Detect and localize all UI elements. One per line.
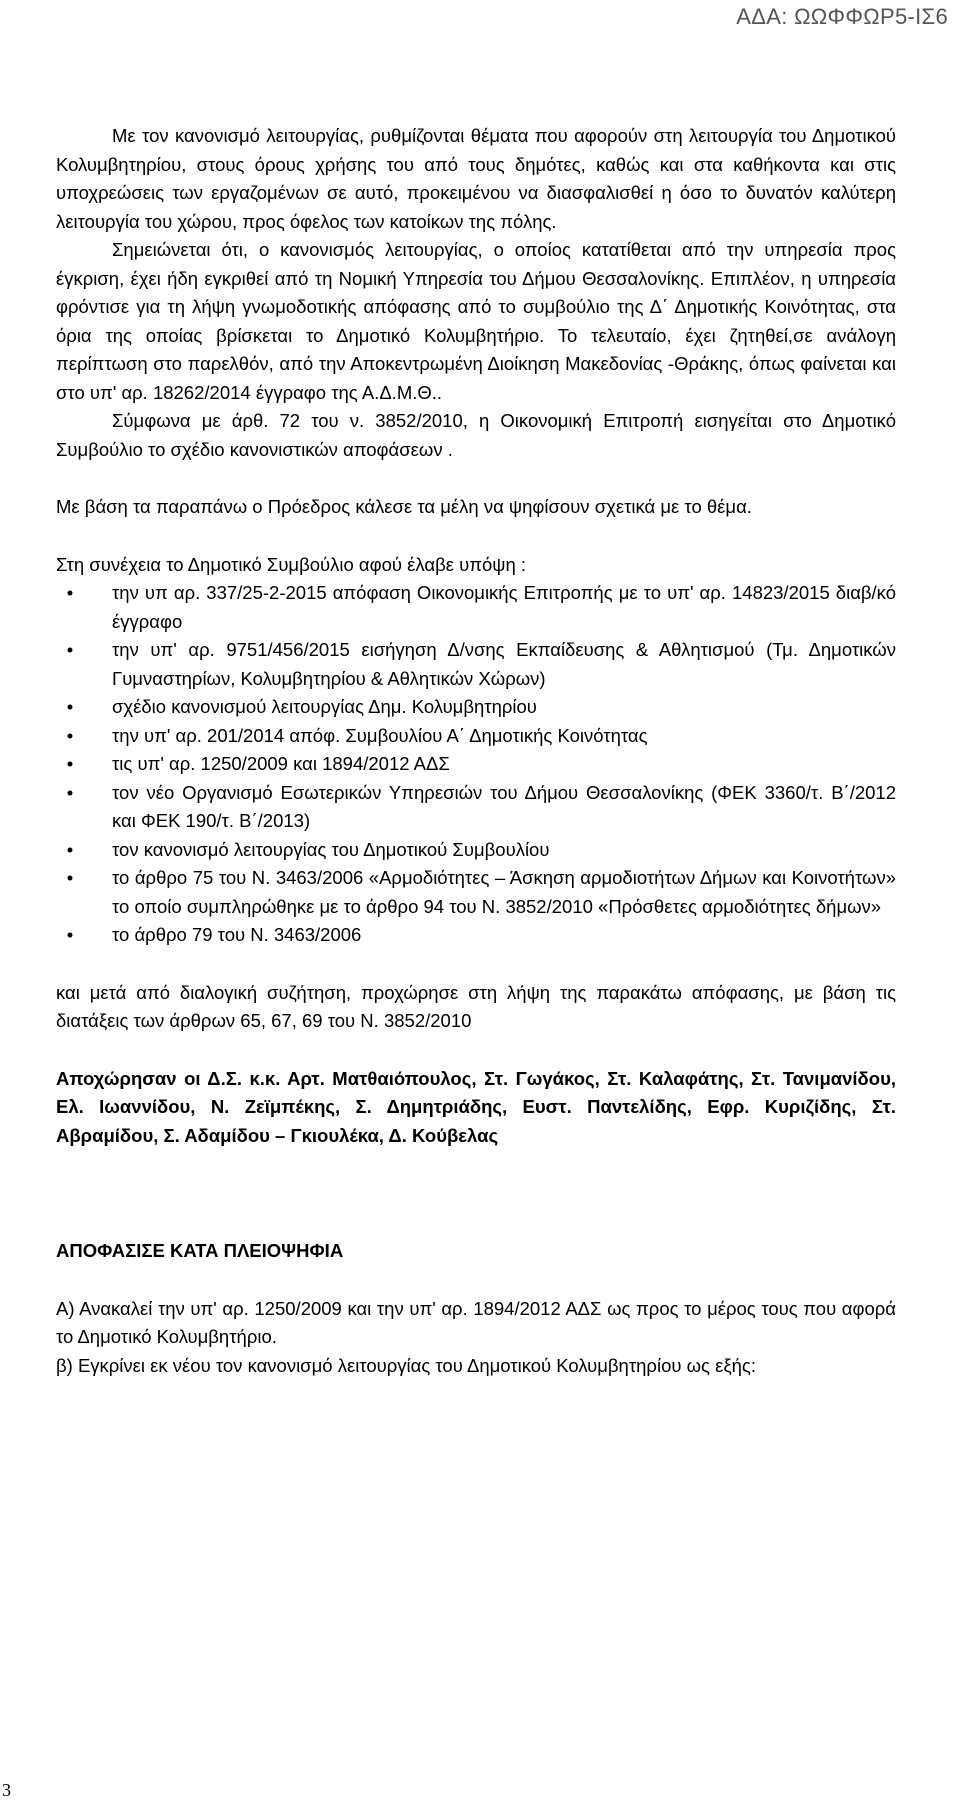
decision-item-a: Α) Ανακαλεί την υπ' αρ. 1250/2009 και την υπ' αρ. 1894/2012 ΑΔΣ ως προς το μέρος τους που αφορά το Δημοτικό Κολυμβητήριο. bbox=[56, 1297, 896, 1347]
list-item: • τον νέο Οργανισμό Εσωτερικών Υπηρεσιών του Δήμου Θεσσαλονίκης (ΦΕΚ 3360/τ. Β΄/2012 και ΦΕΚ 190/τ. Β΄/2013) bbox=[56, 779, 896, 836]
document-body bbox=[56, 122, 896, 1380]
list-item: • τον κανονισμό λειτουργίας του Δημοτικού Συμβουλίου bbox=[56, 836, 896, 865]
paragraph-legal-basis: Σύμφωνα με άρθ. 72 του ν. 3852/2010, η Οικονομική Επιτροπή εισηγείται στο Δημοτικό Συμβούλιο το σχέδιο κανονιστικών αποφάσεων . bbox=[56, 410, 896, 460]
paragraph-intro: Με τον κανονισμό λειτουργίας, ρυθμίζονται θέματα που αφορούν στη λειτουργία του Δημοτικού Κολυμβητηρίου, στους όρους χρήσης του από τους δημότες, καθώς και στα καθήκοντα και στις υποχρεώσεις των εργαζομένων σε αυτό, προκειμένου να διασφαλισθεί η όσο το δυνατόν καλύτερη λειτουργία του χώρου, προς όφελος των κατοίκων της πόλης. bbox=[56, 125, 896, 232]
bullet-icon: • bbox=[66, 639, 74, 660]
ada-code: ΑΔΑ: ΩΩΦΦΩΡ5-ΙΣ6 bbox=[736, 4, 948, 29]
bullet-icon: • bbox=[66, 582, 74, 603]
decision-heading: ΑΠΟΦΑΣΙΣΕ ΚΑΤΑ ΠΛΕΙΟΨΗΦΙΑ bbox=[56, 1240, 344, 1261]
page-number: 3 bbox=[2, 1780, 11, 1800]
bullet-icon: • bbox=[66, 924, 74, 945]
list-item: • σχέδιο κανονισμού λειτουργίας Δημ. Κολυμβητηρίου bbox=[56, 693, 896, 722]
bullet-icon: • bbox=[66, 838, 74, 860]
paragraph-discussion: και μετά από διαλογική συζήτηση, προχώρησε στη λήψη της παρακάτω απόφασης, με βάση τις διατάξεις των άρθρων 65, 67, 69 του Ν. 3852/2010 bbox=[56, 981, 896, 1031]
decision-item-b: β) Εγκρίνει εκ νέου τον κανονισμό λειτουργίας του Δημοτικού Κολυμβητηρίου ως εξής: bbox=[56, 1354, 756, 1376]
list-item: • την υπ' αρ. 9751/456/2015 εισήγηση Δ/νσης Εκπαίδευσης & Αθλητισμού (Τμ. Δημοτικών Γυμναστηρίων, Κολυμβητηρίου & Αθλητικών Χώρων) bbox=[56, 636, 896, 693]
list-item: • την υπ' αρ. 201/2014 απόφ. Συμβουλίου Α΄ Δημοτικής Κοινότητας bbox=[56, 722, 896, 751]
paragraph-vote-call: Με βάση τα παραπάνω ο Πρόεδρος κάλεσε τα μέλη να ψηφίσουν σχετικά με το θέμα. bbox=[56, 496, 752, 517]
absent-members: Αποχώρησαν οι Δ.Σ. κ.κ. Αρτ. Ματθαιόπουλος, Στ. Γωγάκος, Στ. Καλαφάτης, Στ. Τανιμανίδου, Ελ. Ιωαννίδου, Ν. Ζεϊμπέκης, Σ. Δημητριάδης, Ευστ. Παντελίδης, Εφρ. Κυριζίδης, Στ. Αβραμίδου, Σ. Αδαμίδου – Γκιουλέκα, Δ. Κούβελας bbox=[56, 1067, 896, 1146]
considerations-list bbox=[56, 579, 896, 950]
list-item: • τις υπ' αρ. 1250/2009 και 1894/2012 ΑΔΣ bbox=[56, 750, 896, 779]
paragraph-approval-note: Σημειώνεται ότι, ο κανονισμός λειτουργίας, ο οποίος κατατίθεται από την υπηρεσία προς έγκριση, έχει ήδη εγκριθεί από τη Νομική Υπηρεσία του Δήμου Θεσσαλονίκης. Επιπλέον, η υπηρεσία φρόντισε για τη λήψη γνωμοδοτικής απόφασης από το συμβούλιο της Δ΄ Δημοτικής Κοινότητας, στα όρια της οποίας βρίσκεται το Δημοτικό Κολυμβητήριο. Το τελευταίο, έχει ζητηθεί,σε ανάλογη περίπτωση στο παρελθόν, από την Αποκεντρωμένη Διοίκηση Μακεδονίας -Θράκης, όπως φαίνεται και στο υπ' αρ. 18262/2014 έγγραφο της Α.Δ.Μ.Θ.. bbox=[56, 239, 896, 403]
bullet-icon: • bbox=[66, 781, 74, 803]
list-item: • το άρθρο 79 του Ν. 3463/2006 bbox=[56, 921, 896, 950]
bullet-icon: • bbox=[66, 724, 74, 746]
bullet-icon: • bbox=[66, 753, 74, 774]
bullet-icon: • bbox=[66, 867, 74, 888]
bullet-icon: • bbox=[66, 696, 74, 717]
list-item: • την υπ αρ. 337/25-2-2015 απόφαση Οικονομικής Επιτροπής με το υπ' αρ. 14823/2015 διαβ/κό έγγραφο bbox=[56, 579, 896, 636]
paragraph-considering: Στη συνέχεια το Δημοτικό Συμβούλιο αφού έλαβε υπόψη : bbox=[56, 553, 527, 575]
list-item: • το άρθρο 75 του Ν. 3463/2006 «Αρμοδιότητες – Άσκηση αρμοδιοτήτων Δήμων και Κοινοτήτων» το οποίο συμπληρώθηκε με το άρθρο 94 του Ν. 3852/2010 «Πρόσθετες αρμοδιότητες δήμων» bbox=[56, 864, 896, 921]
